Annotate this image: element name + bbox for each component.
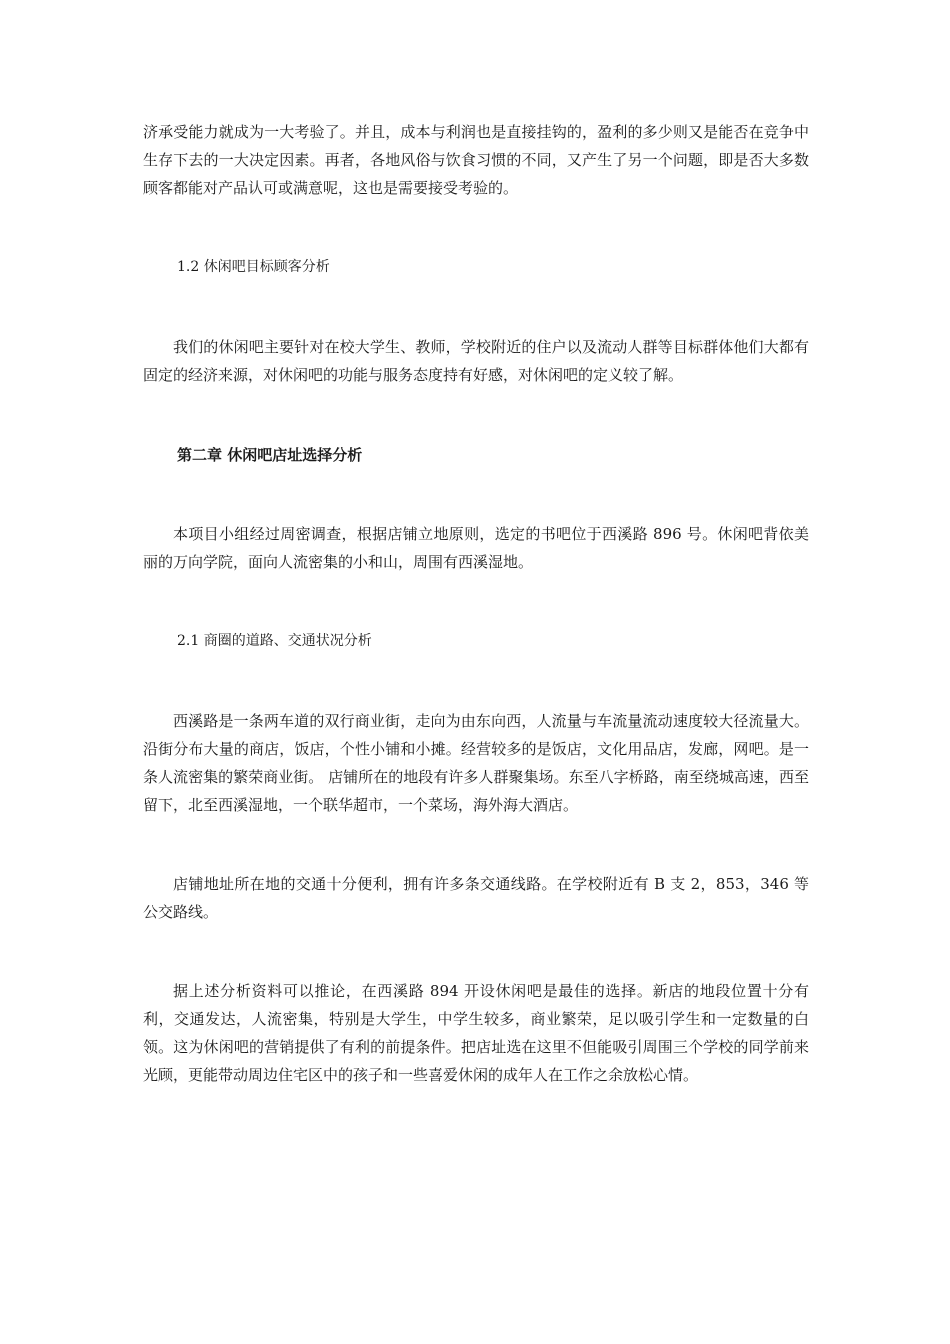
spacer bbox=[143, 469, 809, 520]
spacer bbox=[143, 926, 809, 977]
target-customer-paragraph: 我们的休闲吧主要针对在校大学生、教师，学校附近的住户以及流动人群等目标群体他们大都有固定的经济来源，对休闲吧的功能与服务态度持有好感，对休闲吧的定义较了解。 bbox=[143, 338, 809, 384]
spacer bbox=[143, 655, 809, 707]
site-selection-paragraph: 本项目小组经过周密调查，根据店铺立地原则，选定的书吧位于西溪路 896 号。休闲吧背依美丽的万向学院，面向人流密集的小和山，周围有西溪湿地。 bbox=[143, 525, 809, 571]
intro-paragraph: 济承受能力就成为一大考验了。并且，成本与利润也是直接挂钩的，盈利的多少则又是能否在竞争中生存下去的一大决定因素。再者，各地风俗与饮食习惯的不同，又产生了另一个问题，即是否大多数顾客都能对产品认可或满意呢，这也是需要接受考验的。 bbox=[143, 123, 809, 197]
spacer bbox=[143, 389, 809, 441]
conclusion-paragraph: 据上述分析资料可以推论，在西溪路 894 开设休闲吧是最佳的选择。新店的地段位置十分有利，交通发达，人流密集，特别是大学生，中学生较多，商业繁荣，足以吸引学生和一定数量的白领。这为休闲吧的营销提供了有利的前提条件。把店址选在这里不但能吸引周围三个学校的同学前来光顾，更能带动周边住宅区中的孩子和一些喜爱休闲的成年人在工作之余放松心情。 bbox=[143, 982, 809, 1084]
section-heading-1-2: 1.2 休闲吧目标顾客分析 bbox=[177, 259, 330, 275]
spacer bbox=[143, 202, 809, 253]
document-page bbox=[143, 118, 809, 1089]
section-heading-2-1: 2.1 商圈的道路、交通状况分析 bbox=[177, 633, 372, 649]
chapter-2-heading: 第二章 休闲吧店址选择分析 bbox=[177, 446, 363, 464]
transport-paragraph: 店铺地址所在地的交通十分便利，拥有许多条交通线路。在学校附近有 B 支 2，853，346 等公交路线。 bbox=[143, 875, 809, 921]
spacer bbox=[143, 576, 809, 627]
road-traffic-paragraph: 西溪路是一条两车道的双行商业街，走向为由东向西，人流量与车流量流动速度较大径流量大。沿街分布大量的商店，饭店，个性小铺和小摊。经营较多的是饭店，文化用品店，发廊，网吧。是一条人流密集的繁荣商业街。 店铺所在的地段有许多人群聚集场。东至八字桥路，南至绕城高速，西至留下，北至西溪湿地，一个联华超市，一个菜场，海外海大酒店。 bbox=[143, 712, 809, 814]
spacer bbox=[143, 819, 809, 870]
spacer bbox=[143, 281, 809, 333]
